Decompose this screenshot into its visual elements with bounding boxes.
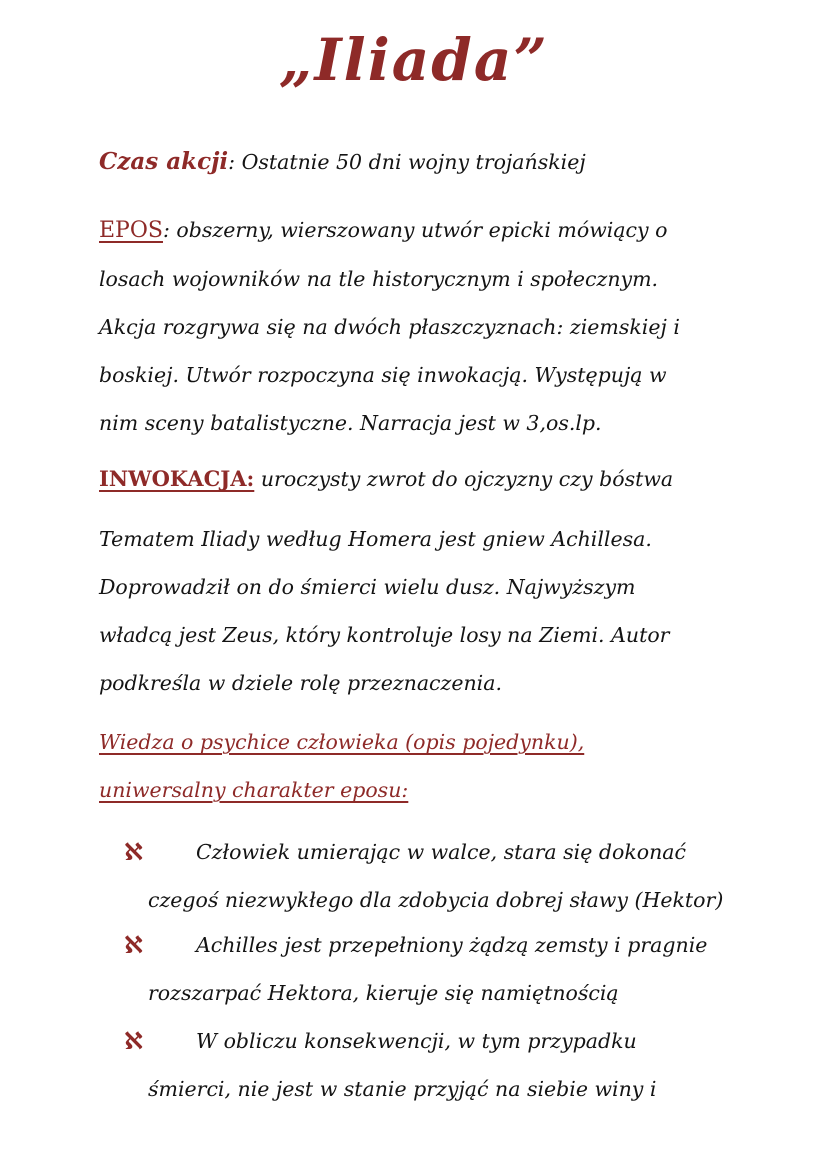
inwokacja-paragraph bbox=[99, 455, 749, 503]
bullet-second-line: śmierci, nie jest w stanie przyjąć na siebie winy i bbox=[148, 1077, 657, 1101]
bullet-first-line: W obliczu konsekwencji, w tym przypadku bbox=[196, 1029, 637, 1053]
czas-akcji-separator: : bbox=[228, 150, 236, 174]
czas-akcji-text: Ostatnie 50 dni wojny trojańskiej bbox=[235, 150, 586, 174]
temat-paragraph bbox=[99, 515, 749, 707]
temat-line: Doprowadził on do śmierci wielu dusz. Najwyższym bbox=[99, 575, 636, 599]
aleph-bullet-icon: ℵ bbox=[124, 838, 144, 866]
epos-line: losach wojowników na tle historycznym i społecznym. bbox=[99, 267, 659, 291]
bullet-first-line: Człowiek umierając w walce, stara się dokonać bbox=[196, 840, 686, 864]
bullet-first-line: Achilles jest przepełniony żądzą zemsty i pragnie bbox=[196, 933, 708, 957]
epos-line: boskiej. Utwór rozpoczyna się inwokacją. Występują w bbox=[99, 363, 667, 387]
epos-line bbox=[99, 206, 749, 255]
bullet-second-line: rozszarpać Hektora, kieruje się namiętnością bbox=[148, 981, 619, 1005]
temat-line: Tematem Iliady według Homera jest gniew Achillesa. bbox=[99, 527, 652, 551]
epos-line: Akcja rozgrywa się na dwóch płaszczyznach: ziemskiej i bbox=[99, 315, 680, 339]
temat-line: władcą jest Zeus, który kontroluje losy na Ziemi. Autor bbox=[99, 623, 670, 647]
document-title: „Iliada” bbox=[279, 26, 549, 94]
epos-label: EPOS bbox=[99, 218, 163, 243]
czas-akcji-paragraph bbox=[99, 138, 749, 186]
czas-akcji-label: Czas akcji bbox=[99, 148, 229, 175]
temat-line: podkreśla w dziele rolę przeznaczenia. bbox=[99, 671, 502, 695]
wiedza-heading-line: uniwersalny charakter eposu: bbox=[99, 778, 409, 802]
aleph-bullet-icon: ℵ bbox=[124, 931, 144, 959]
inwokacja-text: uroczysty zwrot do ojczyzny czy bóstwa bbox=[254, 467, 674, 491]
wiedza-heading bbox=[99, 718, 749, 814]
epos-separator: : bbox=[162, 218, 170, 242]
bullet-second-line: czegoś niezwykłego dla zdobycia dobrej sławy (Hektor) bbox=[148, 888, 724, 912]
wiedza-heading-line: Wiedza o psychice człowieka (opis pojedynku), bbox=[99, 730, 585, 754]
inwokacja-label: INWOKACJA: bbox=[99, 466, 255, 491]
epos-paragraph bbox=[99, 206, 749, 447]
epos-line: nim sceny batalistyczne. Narracja jest w 3,os.lp. bbox=[99, 411, 602, 435]
epos-line-text: obszerny, wierszowany utwór epicki mówiący o bbox=[169, 218, 668, 242]
aleph-bullet-icon: ℵ bbox=[124, 1027, 144, 1055]
